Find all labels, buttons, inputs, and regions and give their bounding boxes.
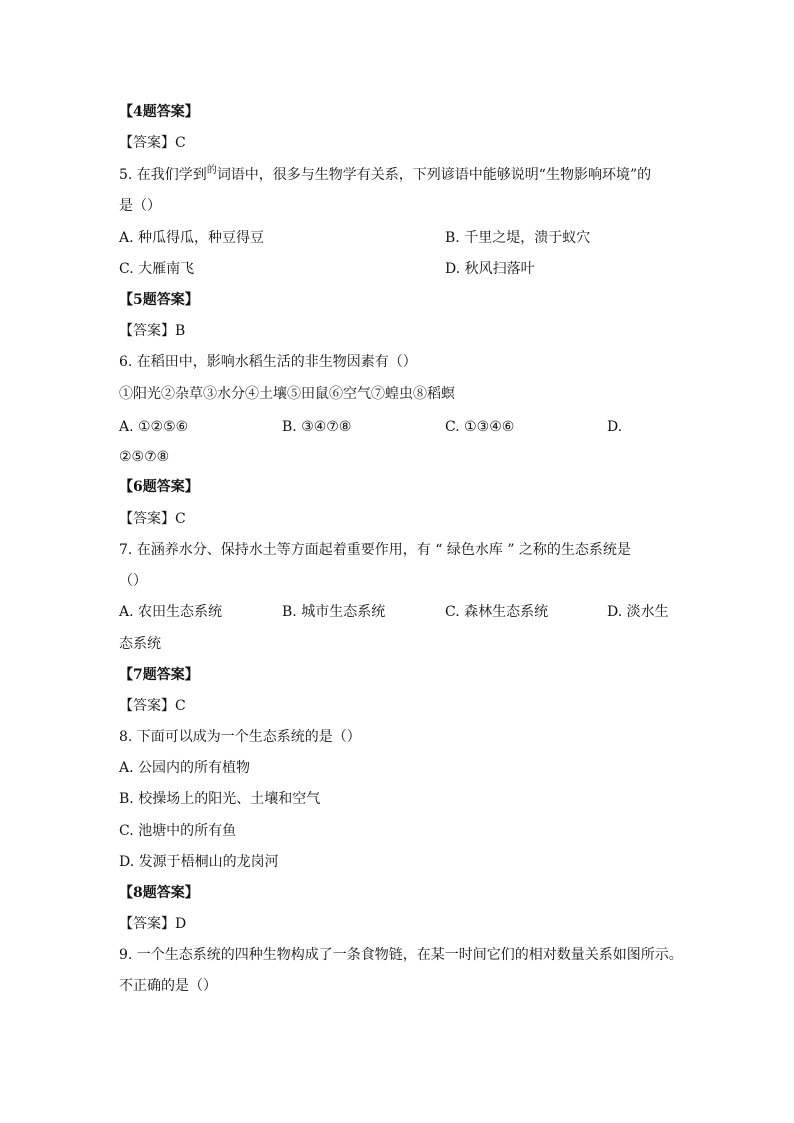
q5-option-c: C. 大雁南飞	[119, 261, 195, 277]
q8-option-a: A. 公园内的所有植物	[119, 760, 251, 776]
q4-answer-header: 【4题答案】	[119, 104, 199, 120]
q6-option-a: A. ①②⑤⑥	[119, 419, 189, 435]
q9-stem-line2: 不正确的是（）	[119, 978, 217, 994]
q7-option-b: B. 城市生态系统	[282, 604, 386, 620]
q6-answer: 【答案】C	[119, 511, 186, 527]
q6-option-d-wrap: ②⑤⑦⑧	[119, 449, 170, 465]
q5-stem	[119, 166, 651, 186]
q5-stem-superscript: 的	[206, 165, 217, 176]
q5-option-b: B. 千里之堤，溃于蚁穴	[445, 230, 591, 246]
q8-stem: 8. 下面可以成为一个生态系统的是（）	[119, 729, 361, 745]
q7-stem: 7. 在涵养水分、保持水土等方面起着重要作用，有 “ 绿色水库 ” 之称的生态系统是	[119, 542, 631, 558]
q6-answer-header: 【6题答案】	[119, 479, 199, 495]
q6-stem: 6. 在稻田中，影响水稻生活的非生物因素有（）	[119, 354, 417, 370]
q7-option-c: C. 森林生态系统	[445, 604, 549, 620]
q5-answer: 【答案】B	[119, 323, 186, 339]
q6-option-b: B. ③④⑦⑧	[282, 419, 352, 435]
q8-option-b: B. 校操场上的阳光、土壤和空气	[119, 791, 321, 807]
q7-answer-header: 【7题答案】	[119, 667, 199, 683]
q6-option-d: D.	[607, 419, 623, 435]
q5-stem-part-b: 词语中，很多与生物学有关系，下列谚语中能够说明“生物影响环境”的	[216, 167, 652, 183]
q5-stem-line2: 是（）	[119, 198, 161, 214]
q7-stem-line2: （）	[119, 573, 147, 589]
q8-answer: 【答案】D	[119, 916, 187, 932]
q6-items: ①阳光②杂草③水分④土壤⑤田鼠⑥空气⑦蝗虫⑧稻螟	[119, 386, 455, 402]
q7-option-d: D. 淡水生	[607, 604, 669, 620]
q8-option-d: D. 发源于梧桐山的龙岗河	[119, 854, 279, 870]
q4-answer: 【答案】C	[119, 135, 186, 151]
q5-option-a: A. 种瓜得瓜，种豆得豆	[119, 230, 265, 246]
q6-option-c: C. ①③④⑥	[445, 419, 515, 435]
q7-option-a: A. 农田生态系统	[119, 604, 223, 620]
q5-stem-part-a: 5. 在我们学到	[119, 167, 207, 183]
q8-answer-header: 【8题答案】	[119, 885, 199, 901]
q9-stem: 9. 一个生态系统的四种生物构成了一条食物链，在某一时间它们的相对数量关系如图所示。	[119, 947, 683, 963]
q7-option-d-wrap: 态系统	[119, 636, 161, 652]
q5-option-d: D. 秋风扫落叶	[445, 261, 535, 277]
q5-answer-header: 【5题答案】	[119, 292, 199, 308]
q8-option-c: C. 池塘中的所有鱼	[119, 823, 237, 839]
q7-answer: 【答案】C	[119, 698, 186, 714]
